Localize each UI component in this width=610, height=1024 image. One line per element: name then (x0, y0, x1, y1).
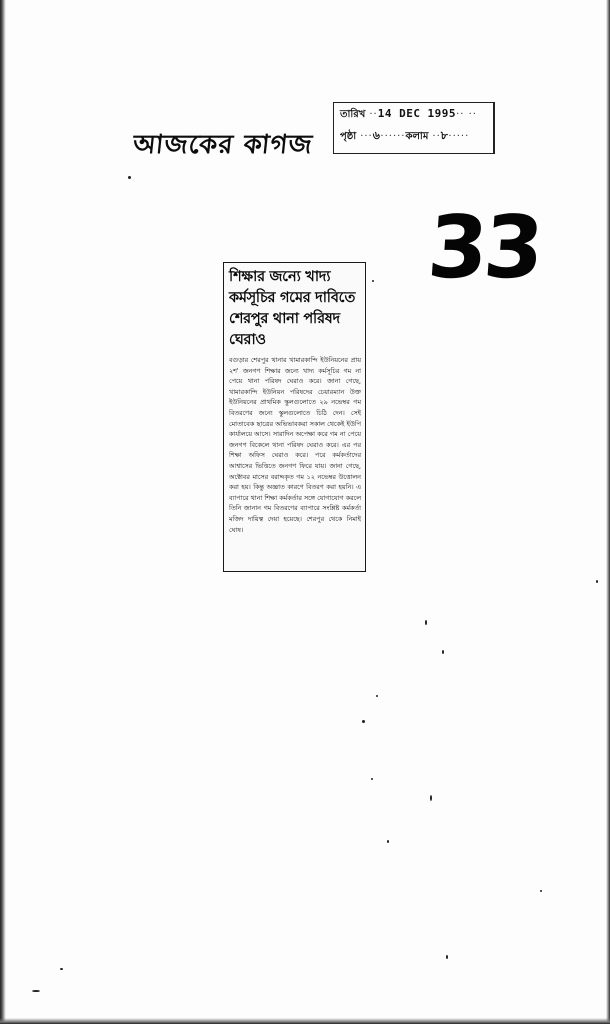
stamp-date-value: 14 DEC 1995 (377, 107, 457, 120)
article-body: বগুড়ার শেরপুর থানার খামারকান্দি ইউনিয়নের প্রায় ২শ' জনগণ শিক্ষার জন্যে খাদ্য কর্মসূচির গম না পেয়ে থানা পরিষদ ঘেরাও করে। জানা গেছে, খামারকান্দি ইউনিয়ন পরিষদের চেয়ারম্যান উক্ত ইউনিয়নের প্রাথমিক স্কুলগুলোতে ২৯ নভেম্বর গম বিতরণের জন্যে স্কুলগুলোতে চিঠি দেন। সেই মোতাবেক ছাত্রের অভিভাবকরা সকাল থেকেই ইউপি কার্যালয়ে আসে। সারাদিন অপেক্ষা করে গম না পেয়ে জনগণ বিকেলে থানা পরিষদ ঘেরাও করে। এর পর শিক্ষা অফিস ঘেরাও করে। পরে কর্মকর্তাদের আশ্বাসের ভিত্তিতে জনগণ ফিরে যায়। জানা গেছে, অক্টোবর মাসের বরাদ্দকৃত গম ১২ নভেম্বর উত্তোলন করা হয়। কিন্তু অজ্ঞাত কারণে বিতরণ করা হয়নি। এ ব্যাপারে থানা শিক্ষা কর্মকর্তার সঙ্গে যোগাযোগ করলে তিনি জানান গম বিতরণের ব্যাপারে সংশ্লিষ্ট কর্মকর্তা মজিদ দায়িত্ব দেয়া হয়েছে। শেরপুর থেকে নিমাই ঘোষ। (229, 356, 361, 534)
scan-speck (430, 795, 432, 801)
scan-speck (371, 778, 373, 780)
scan-speck (540, 890, 542, 892)
scan-speck (446, 955, 448, 959)
stamp-column-value: ৮ (440, 129, 449, 142)
scan-speck (372, 280, 374, 282)
stamp-page-row: পৃষ্ঠা ··· ৬ ······ কলাম ·· ৮ ····· (340, 127, 487, 147)
right-scan-edge (606, 0, 610, 1024)
stamp-date-row: তারিখ ·· 14 DEC 1995 ·· ·· (340, 107, 487, 127)
article-headline: শিক্ষার জন্যে খাদ্য কর্মসূচির গমের দাবিতে শেরপুর থানা পরিষদ ঘেরাও (229, 269, 356, 348)
stamp-page-label: পৃষ্ঠা (340, 131, 357, 142)
stamp-date-label: তারিখ (340, 109, 366, 120)
archive-date-stamp (333, 102, 495, 154)
scan-speck (442, 650, 444, 654)
scan-speck (128, 176, 131, 179)
scan-speck (60, 968, 63, 970)
handwritten-page-number: 33 (424, 198, 544, 298)
scan-speck (425, 620, 427, 625)
stamp-column-label: কলাম (405, 131, 429, 142)
scan-speck (387, 840, 389, 843)
bottom-scan-edge (0, 1018, 610, 1024)
scan-speck (32, 990, 40, 992)
left-scan-edge (0, 0, 6, 1024)
scan-speck (596, 580, 598, 583)
stamp-page-value: ৬ (372, 129, 381, 142)
news-clipping (223, 262, 366, 572)
scan-speck (376, 695, 378, 697)
scan-speck (362, 720, 365, 723)
newspaper-masthead: আজকের কাগজ (131, 130, 315, 160)
